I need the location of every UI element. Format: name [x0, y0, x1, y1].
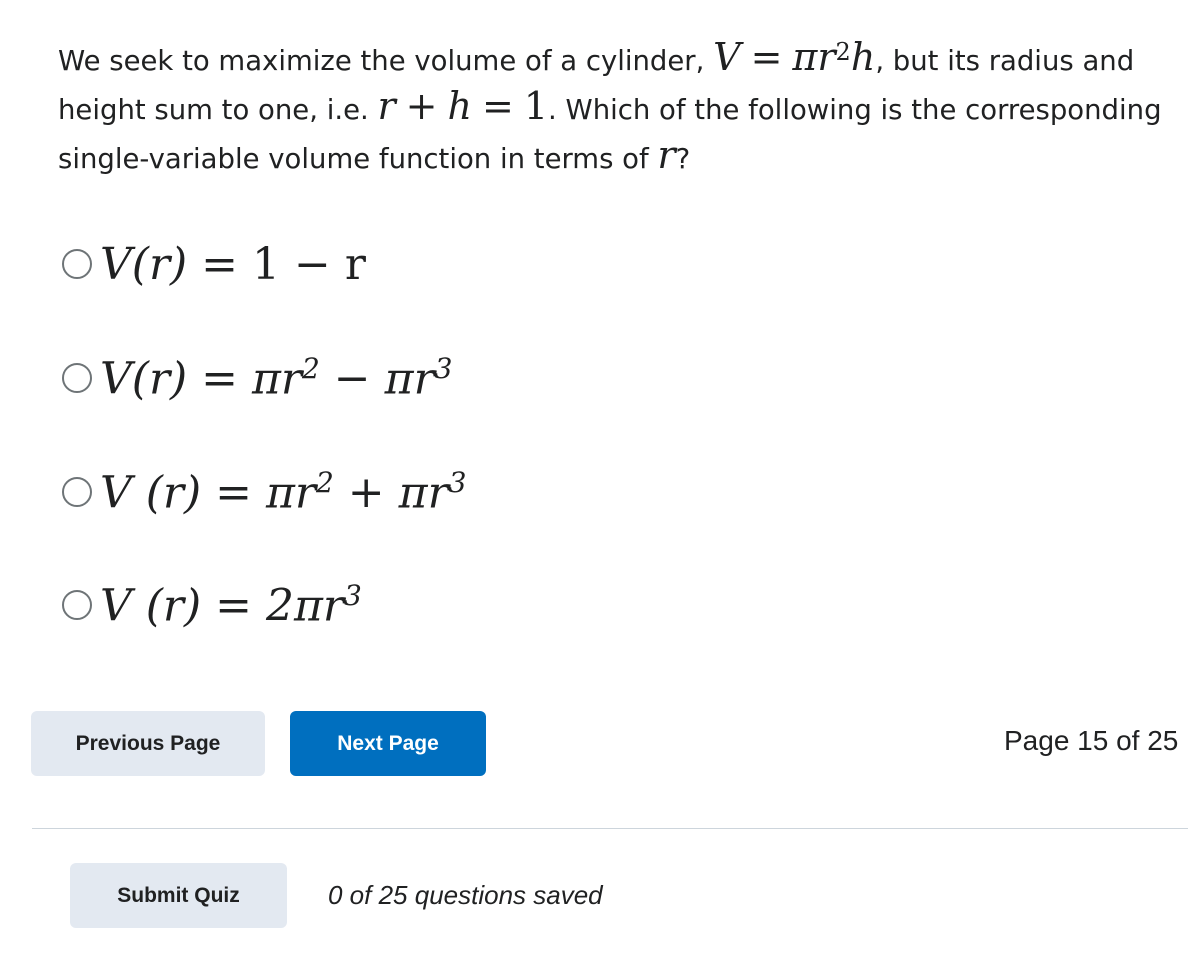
formula-exponent: 3 [343, 578, 362, 612]
radio-button[interactable] [62, 249, 92, 279]
formula-exponent: 3 [434, 351, 453, 385]
formula-operator: = [215, 580, 253, 632]
formula-symbol: r [657, 133, 676, 178]
question-text-part: , but its radius and height sum to one, i.e. [58, 45, 1135, 127]
formula-exponent: 3 [448, 465, 467, 499]
formula-operator: = [201, 353, 239, 405]
formula-symbol: h [447, 84, 472, 129]
submit-quiz-button[interactable]: Submit Quiz [70, 863, 287, 928]
formula-operator: − [333, 353, 371, 405]
formula-exponent: 2 [301, 351, 320, 385]
formula-number: 1 [523, 84, 549, 129]
saved-status: 0 of 25 questions saved [328, 880, 603, 910]
next-page-button[interactable]: Next Page [290, 711, 486, 776]
option-formula [100, 466, 466, 519]
radio-button[interactable] [62, 363, 92, 393]
radio-button[interactable] [62, 590, 92, 620]
divider [32, 828, 1188, 829]
formula-lhs: V (r) [100, 467, 202, 519]
question-text-part: ? [675, 143, 691, 176]
formula-exponent: 2 [315, 465, 334, 499]
option-formula [100, 352, 452, 405]
volume-formula [713, 35, 876, 80]
question-text-part: . Which of the following is the corresponding single-variable volume function in terms of [58, 94, 1162, 176]
constraint-formula [377, 84, 549, 129]
formula-term: 2πr [266, 580, 344, 632]
answer-option-2[interactable] [62, 348, 452, 408]
question-text-part: We seek to maximize the volume of a cylinder, [58, 45, 714, 78]
formula-term: πr [266, 467, 316, 519]
answer-option-1[interactable] [62, 234, 366, 294]
formula-symbol: r [377, 84, 396, 129]
radio-button[interactable] [62, 477, 92, 507]
answer-option-4[interactable] [62, 575, 362, 635]
option-formula [100, 579, 362, 632]
formula-term: πr [252, 353, 302, 405]
option-formula [100, 239, 366, 290]
formula-lhs: V(r) [100, 238, 188, 290]
formula-operator: + [347, 467, 385, 519]
formula-symbol: h [850, 35, 876, 80]
formula-symbol: πr [792, 35, 836, 80]
formula-operator: = [750, 35, 783, 80]
previous-page-button[interactable]: Previous Page [31, 711, 265, 776]
question-text [58, 30, 1178, 182]
formula-exponent: 2 [835, 38, 851, 66]
formula-operator: = [481, 84, 514, 129]
formula-symbol: V [713, 35, 741, 80]
formula-rhs: 1 − r [252, 238, 366, 290]
page-indicator: Page 15 of 25 [1004, 725, 1179, 756]
answer-option-3[interactable] [62, 462, 466, 522]
formula-operator: + [405, 84, 438, 129]
formula-lhs: V (r) [100, 580, 202, 632]
formula-term: πr [384, 353, 435, 405]
formula-term: πr [398, 467, 449, 519]
formula-operator: = [201, 238, 239, 290]
formula-operator: = [215, 467, 253, 519]
formula-lhs: V(r) [100, 353, 188, 405]
